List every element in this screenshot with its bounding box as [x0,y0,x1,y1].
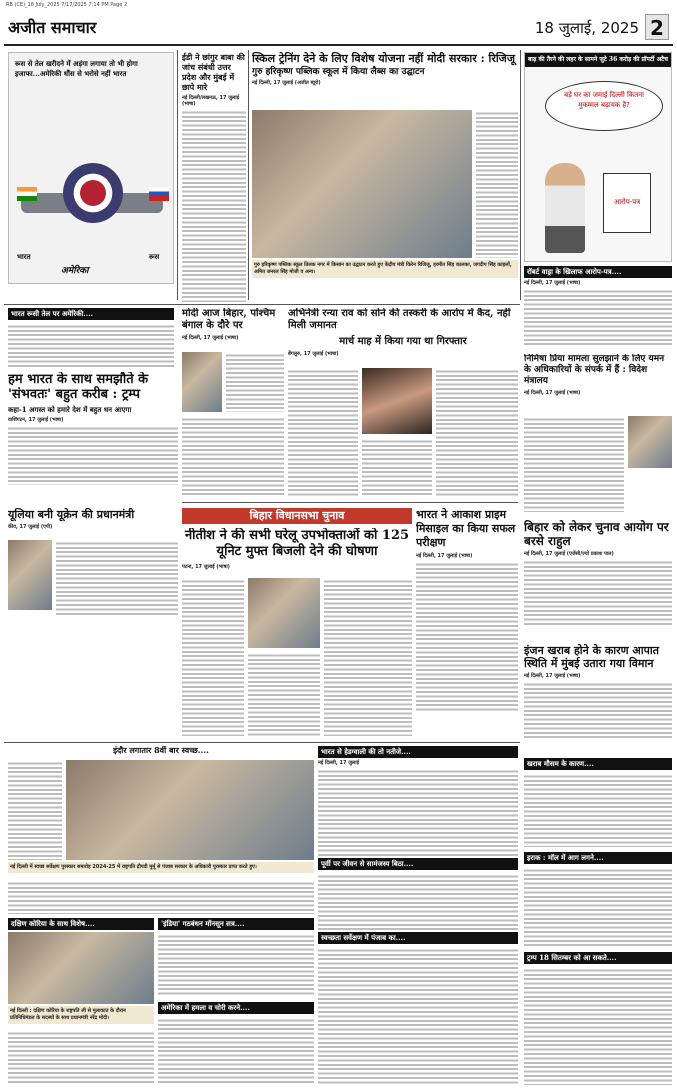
indore-photo-caption: नई दिल्ली में स्वच्छ सर्वेक्षण पुरस्कार समारोह 2024-25 में राष्ट्रपति द्रौपदी मुर्मू से पंजाब सरकार के अधिकारी पुरस्कार प्राप्त करते हुए। [8,862,314,873]
indore-award-photo [66,760,314,860]
story-vadra [524,266,672,350]
story-trump [8,372,178,502]
story-nimisha [524,354,672,514]
story-trump-subheadline: कहा-1 अगस्त को हमारे देश में बहुत धन आएगा [8,405,132,414]
skill-photo-caption: गुरु हरिकृष्ण पब्लिक स्कूल तिलक नगर में किसान का उद्घाटन करते हुए केंद्रीय मंत्री किरेन रिजिजू, हरमीत सिंह कालका, जगदीप सिंह काहलों, अमित जनरल सिंह मोजी व अन्य। [252,260,518,278]
story-india-gathbandhan-headline: 'इंडिया' गठबंधन मॉनसून सत्र.... [158,918,314,930]
story-trump18 [524,952,672,1086]
story-india-gathbandhan [158,918,314,998]
issue-date: 18 जुलाई, 2025 [534,19,639,37]
masthead [4,10,673,46]
story-vadra-dateline: नई दिल्ली, 17 जुलाई (भाषा) [524,280,581,287]
cartoon-right [524,52,672,262]
cartoon-label-america: अमेरिका [61,266,89,276]
cartoon-chargesheet-tag: आरोप-पत्र [603,173,651,233]
story-ed-headline: ईडी ने छांगुर बाबा की जांच संबंधी उत्तर प्रदेश और मुंबई में छापे मारे [182,52,245,92]
ranya-photo [362,368,432,434]
story-ranya [288,308,518,498]
story-skill [252,52,518,302]
story-korea [8,918,154,1086]
story-modi-dateline: नई दिल्ली, 17 जुलाई (भाषा) [182,335,239,341]
story-election [524,520,672,640]
story-trump-dateline: वाशिंगटन, 17 जुलाई (भाषा) [8,417,64,424]
modi-photo [182,352,222,412]
story-america-attack [158,1002,314,1086]
story-oil [8,308,174,368]
story-nimisha-headline: निमिषा प्रिया मामला सुलझाने के लिए यमन के अधिकारियों के संपर्क में हैं : विदेश मंत्रालय [524,354,665,386]
yulia-photo [8,540,52,610]
figure-icon [545,163,585,253]
story-akash [416,508,518,738]
story-trump-headline: हम भारत के साथ समझौते के 'संभवतः' बहुत करीब : ट्रम्प [8,372,149,402]
skill-photo [252,110,472,258]
nimisha-spokesperson-photo [628,416,672,468]
story-swachh-headline: स्वच्छता सर्वेक्षण में पंजाब का.... [318,932,518,944]
story-ranya-dateline: बेंगलुरु, 17 जुलाई (भाषा) [288,350,339,357]
cartoon-speech-bubble: बड़े घर का जमाई दिल्ली कितना मुकम्मल बढ़ायक है? [545,81,663,131]
story-india-first-dateline: नई दिल्ली, 17 जुलाई [318,760,360,767]
story-swachh [318,932,518,1086]
cartoon-left-headline: रूस से तेल खरीदने में अड़ंगा लगाया तो भी होगा इजाफा...अमेरिकी धौंस से भरोसे नहीं भारत [15,59,138,78]
story-nitish-headline: नीतीश ने की सभी घरेलू उपभोक्ताओं को 125 यूनिट मुफ्त बिजली देने की घोषणा [184,528,410,559]
bihar-election-band: बिहार विधानसभा चुनाव [182,508,412,524]
story-skill-subheadline: गुरु हरिकृष्ण पब्लिक स्कूल में किया लैब्स का उद्घाटन [252,67,425,77]
korea-photo-caption: नई दिल्ली : दक्षिण कोरिया के राष्ट्रपति ली से मुलाकात के दौरान प्रतिनिधिमंडल के सदस्यों के साथ प्रधानमंत्री नरेंद्र मोदी। [8,1006,154,1024]
story-iraq-headline: इराक : मॉल में आग लगने.... [524,852,672,864]
cartoon-right-headline: बाढ़ की तैरने की लहर के सामने जुटे 36 करोड़ की प्रॉपर्टी अटैच [525,53,671,67]
story-yulia-dateline: कीव, 17 जुलाई (एपी) [8,524,53,530]
story-nimisha-dateline: नई दिल्ली, 17 जुलाई (भाषा) [524,390,581,396]
newspaper-name: अजीत समाचार [8,18,97,37]
story-vadra-headline: रॉबर्ट वाड्रा के खिलाफ आरोप-पत्र.... [524,266,672,278]
story-indore [8,746,314,916]
korea-delegation-photo [8,932,154,1004]
story-modi-headline: मोदी आज बिहार, पश्चिम बंगाल के दौरे पर [182,308,276,331]
cartoon-left [8,52,174,284]
page-number: 2 [645,14,669,40]
story-modi [182,308,284,498]
story-akash-dateline: नई दिल्ली, 17 जुलाई (भाषा) [416,553,473,559]
story-oil-headline: भारत रूसी तेल पर अमेरिकी.... [8,308,174,320]
story-ranya-subheadline: मार्च माह में किया गया था गिरफ्तार [339,336,467,347]
russia-flag-icon [149,187,169,201]
story-ed-dateline: नई दिल्ली/लखनऊ, 17 जुलाई (भाषा) [182,95,240,107]
story-weather [524,758,672,848]
story-ed [182,52,246,302]
story-iraq [524,852,672,948]
story-indigo [524,644,672,754]
story-trump18-headline: ट्रम्प 18 सितम्बर को आ सकते.... [524,952,672,964]
story-purvi [318,858,518,930]
story-yulia [8,508,178,618]
story-america-attack-headline: अमेरिका में हमला व चोरी करने.... [158,1002,314,1014]
story-yulia-headline: यूलिया बनी यूक्रेन की प्रधानमंत्री [8,508,135,521]
story-akash-headline: भारत ने आकाश प्राइम मिसाइल का किया सफल परीक्षण [416,508,516,549]
story-india-first-headline: भारत से हेडग्वाली की तो नतीजे.... [318,746,518,758]
nitish-photo [248,578,320,648]
story-ranya-headline: अभिनेत्री रन्या राव को सोने की तस्करी के आरोप में कैद, नहीं मिली जमानत [288,308,511,331]
story-skill-dateline: नई दिल्ली, 17 जुलाई (अजीत ब्यूरो) [252,80,321,87]
story-korea-headline: दक्षिण कोरिया के साथ विशेष.... [8,918,154,930]
story-indigo-headline: इंजन खराब होने के कारण आपात स्थिति में मुंबई उतारा गया विमान [524,644,660,670]
story-indore-headline: इंदौर लगातार 8वीं बार स्वच्छ.... [113,746,209,755]
cartoon-label-russia: रूस [149,253,160,261]
story-election-headline: बिहार को लेकर चुनाव आयोग पर बरसे राहुल [524,520,669,548]
story-nitish-dateline: पटना, 17 जुलाई (भाषा) [182,564,230,570]
story-election-dateline: नई दिल्ली, 17 जुलाई (एजेंसी/ज्यो प्रकाश पाल) [524,551,614,557]
story-skill-headline: स्किल ट्रेनिंग देने के लिए विशेष योजना नहीं मोदी सरकार : रिजिजू [252,52,516,65]
story-purvi-headline: पूर्वी पर जीवन से सामंजस्य बिठा.... [318,858,518,870]
print-slug: RB (CE)_18 July_2025 7/17/2025 7:14 PM Page 2 [6,2,128,8]
story-nitish [182,528,412,738]
story-india-first [318,746,518,856]
story-indigo-dateline: नई दिल्ली, 17 जुलाई (भाषा) [524,673,581,679]
us-flag-valve-icon [63,163,123,223]
india-flag-icon [17,187,37,201]
story-weather-headline: खराब मौसम के कारण.... [524,758,672,770]
cartoon-label-india: भारत [17,253,31,261]
